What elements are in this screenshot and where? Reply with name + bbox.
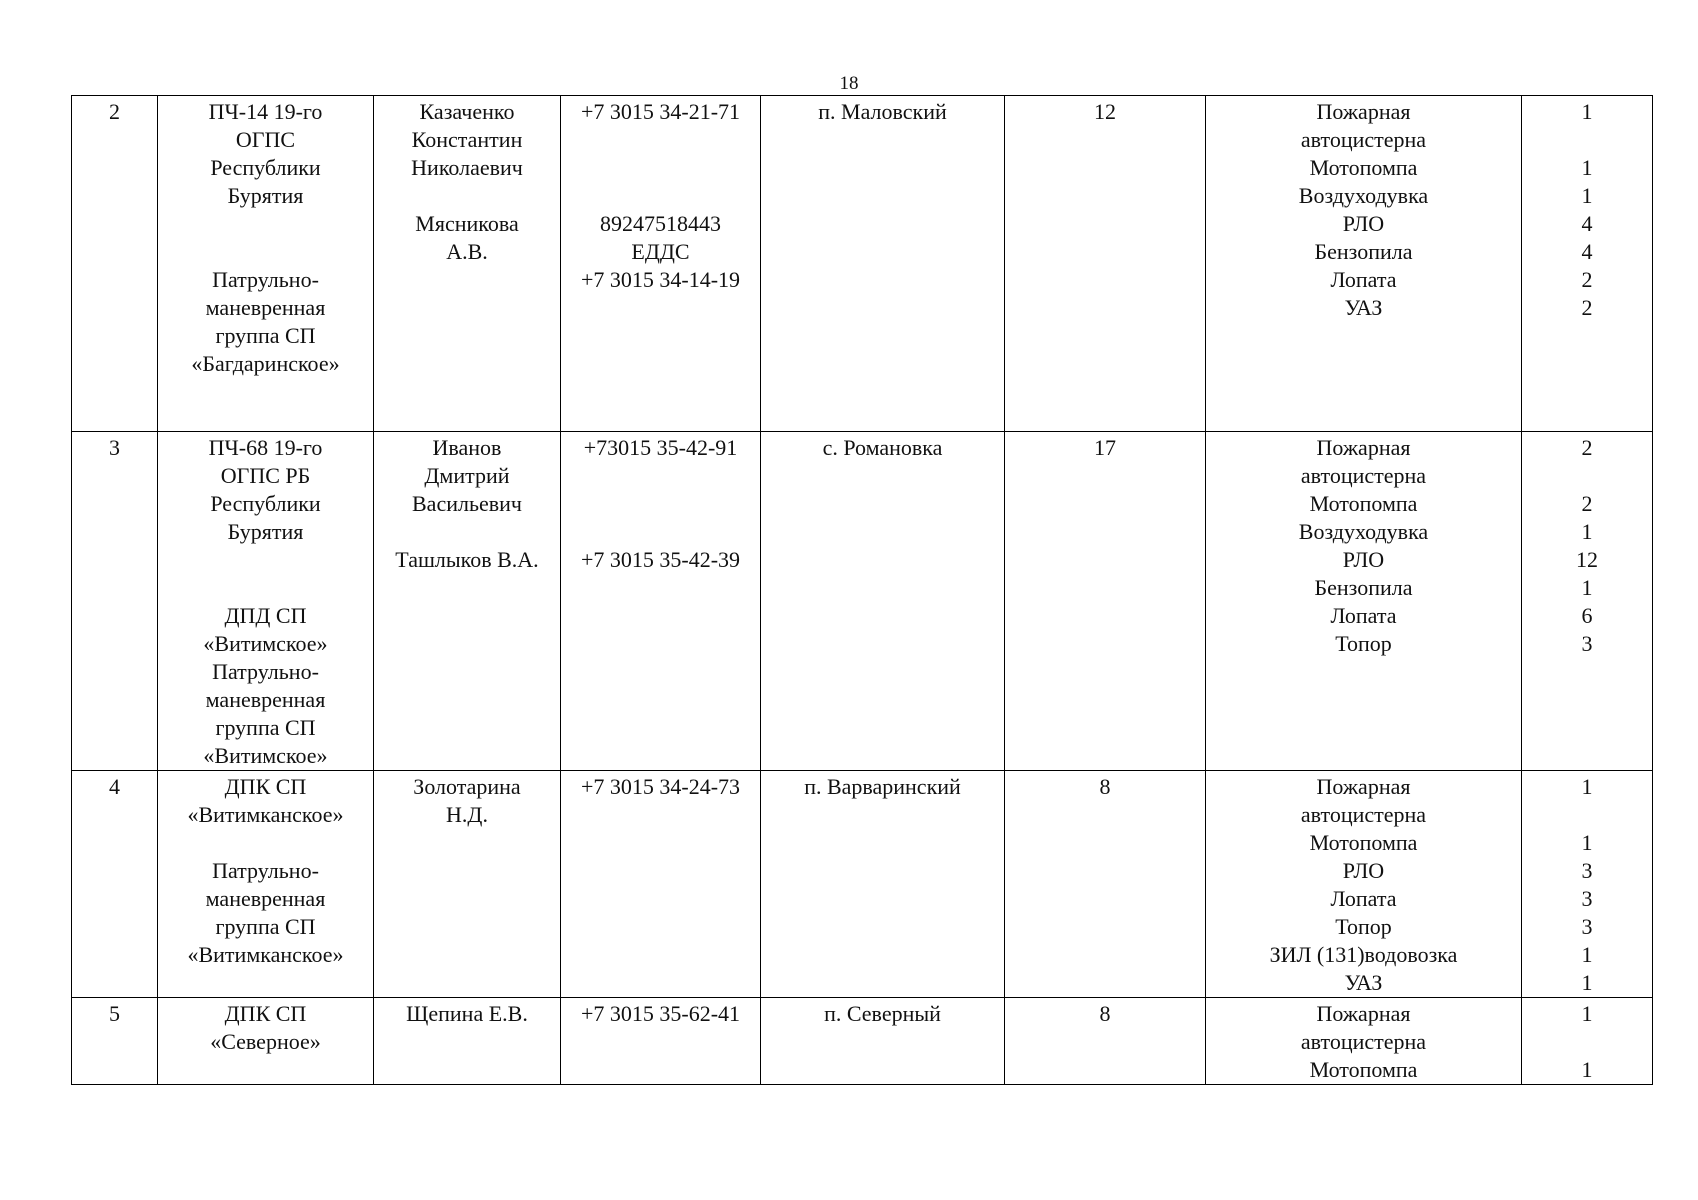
row-number-line: 2 bbox=[109, 99, 120, 124]
equipment-line: РЛО bbox=[1342, 858, 1385, 883]
responsible-person-line: Золотарина bbox=[413, 774, 521, 799]
unit-name-line: Бурятия bbox=[227, 519, 304, 544]
responsible-person-line: А.В. bbox=[446, 239, 488, 264]
personnel-count-cell bbox=[1005, 998, 1206, 1085]
settlement-line: п. Маловский bbox=[818, 99, 947, 124]
unit-name-cell bbox=[158, 998, 374, 1085]
row-number-cell bbox=[72, 432, 158, 771]
table-body bbox=[72, 96, 1653, 1085]
quantity-cell bbox=[1522, 771, 1653, 998]
equipment-line: Бензопила bbox=[1314, 575, 1413, 600]
row-number-cell bbox=[72, 771, 158, 998]
row-number-line: 5 bbox=[109, 1001, 120, 1026]
quantity-line bbox=[1526, 1028, 1648, 1056]
quantity-line: 3 bbox=[1581, 858, 1593, 883]
unit-name-cell bbox=[158, 96, 374, 432]
settlement-line: п. Варваринский bbox=[804, 774, 961, 799]
unit-name-line: «Витимканское» bbox=[187, 942, 344, 967]
phone-line bbox=[565, 182, 756, 210]
equipment-line: Лопата bbox=[1330, 886, 1397, 911]
phone-line: +7 3015 35-62-41 bbox=[580, 1001, 741, 1026]
quantity-line: 1 bbox=[1581, 519, 1593, 544]
responsible-person-line: Щепина Е.В. bbox=[406, 1001, 528, 1026]
unit-name-line bbox=[162, 238, 369, 266]
quantity-line: 1 bbox=[1581, 970, 1593, 995]
quantity-line: 2 bbox=[1581, 295, 1593, 320]
responsible-person-line: Николаевич bbox=[411, 155, 523, 180]
phone-line bbox=[565, 490, 756, 518]
phone-line: 89247518443 bbox=[600, 211, 721, 236]
unit-name-line: ДПК СП bbox=[224, 774, 307, 799]
unit-name-cell bbox=[158, 771, 374, 998]
table-row bbox=[72, 998, 1653, 1085]
phone-line bbox=[565, 154, 756, 182]
phone-cell bbox=[561, 998, 761, 1085]
personnel-count-cell bbox=[1005, 96, 1206, 432]
responsible-person-line: Иванов bbox=[432, 435, 502, 460]
phone-line: +7 3015 34-24-73 bbox=[580, 774, 741, 799]
unit-name-line: «Северное» bbox=[210, 1029, 321, 1054]
quantity-line: 12 bbox=[1576, 547, 1598, 572]
unit-name-line: Патрульно- bbox=[212, 858, 319, 883]
quantity-line: 1 bbox=[1581, 575, 1593, 600]
quantity-line bbox=[1526, 801, 1648, 829]
responsible-person-line bbox=[378, 182, 556, 210]
table-row bbox=[72, 432, 1653, 771]
unit-name-line: Патрульно- bbox=[212, 267, 319, 292]
unit-name-line: ПЧ-68 19-го bbox=[208, 435, 323, 460]
phone-cell bbox=[561, 96, 761, 432]
responsible-person-line: Константин bbox=[411, 127, 523, 152]
equipment-line: автоцистерна bbox=[1300, 127, 1427, 152]
equipment-line: Лопата bbox=[1330, 603, 1397, 628]
responsible-person-line: Дмитрий bbox=[424, 463, 510, 488]
phone-cell bbox=[561, 432, 761, 771]
equipment-line: Мотопомпа bbox=[1309, 830, 1418, 855]
equipment-line: Топор bbox=[1335, 631, 1392, 656]
quantity-cell bbox=[1522, 96, 1653, 432]
quantity-line: 1 bbox=[1581, 1057, 1593, 1082]
fire-units-table bbox=[71, 95, 1653, 1085]
quantity-line: 1 bbox=[1581, 942, 1593, 967]
quantity-line: 2 bbox=[1581, 435, 1593, 460]
unit-name-line: ДПК СП bbox=[224, 1001, 307, 1026]
phone-line bbox=[565, 518, 756, 546]
equipment-line: Лопата bbox=[1330, 267, 1397, 292]
row-number-line: 4 bbox=[109, 774, 120, 799]
quantity-cell bbox=[1522, 998, 1653, 1085]
phone-line: +73015 35-42-91 bbox=[583, 435, 738, 460]
quantity-line: 1 bbox=[1581, 1001, 1593, 1026]
quantity-line: 1 bbox=[1581, 99, 1593, 124]
unit-name-line: Республики bbox=[210, 491, 321, 516]
settlement-cell bbox=[761, 771, 1005, 998]
phone-line: ЕДДС bbox=[631, 239, 690, 264]
equipment-line: РЛО bbox=[1342, 211, 1385, 236]
responsible-person-cell bbox=[374, 96, 561, 432]
equipment-line: Топор bbox=[1335, 914, 1392, 939]
equipment-line: Мотопомпа bbox=[1309, 491, 1418, 516]
personnel-count-line: 8 bbox=[1099, 774, 1111, 799]
table-row bbox=[72, 771, 1653, 998]
page-number: 18 bbox=[839, 73, 859, 94]
unit-name-line: Бурятия bbox=[227, 183, 304, 208]
responsible-person-line: Мясникова bbox=[415, 211, 519, 236]
quantity-line bbox=[1526, 126, 1648, 154]
phone-line: +7 3015 34-21-71 bbox=[580, 99, 741, 124]
unit-name-line: группа СП bbox=[215, 914, 316, 939]
personnel-count-cell bbox=[1005, 432, 1206, 771]
equipment-cell bbox=[1206, 771, 1522, 998]
unit-name-line bbox=[162, 829, 369, 857]
phone-line bbox=[565, 126, 756, 154]
settlement-line: с. Романовка bbox=[822, 435, 943, 460]
equipment-line: Пожарная bbox=[1316, 774, 1411, 799]
quantity-line: 1 bbox=[1581, 830, 1593, 855]
unit-name-line: «Багдаринское» bbox=[191, 351, 340, 376]
settlement-cell bbox=[761, 432, 1005, 771]
unit-name-line: ОГПС bbox=[235, 127, 296, 152]
table-row bbox=[72, 96, 1653, 432]
unit-name-line bbox=[162, 546, 369, 574]
settlement-cell bbox=[761, 96, 1005, 432]
quantity-line: 2 bbox=[1581, 267, 1593, 292]
equipment-line: Пожарная bbox=[1316, 1001, 1411, 1026]
unit-name-line: Республики bbox=[210, 155, 321, 180]
equipment-line: Пожарная bbox=[1316, 435, 1411, 460]
phone-line: +7 3015 35-42-39 bbox=[580, 547, 741, 572]
settlement-cell bbox=[761, 998, 1005, 1085]
responsible-person-cell bbox=[374, 771, 561, 998]
equipment-line: Бензопила bbox=[1314, 239, 1413, 264]
responsible-person-cell bbox=[374, 432, 561, 771]
personnel-count-cell bbox=[1005, 771, 1206, 998]
phone-line: +7 3015 34-14-19 bbox=[580, 267, 741, 292]
settlement-line: п. Северный bbox=[824, 1001, 941, 1026]
unit-name-line: Патрульно- bbox=[212, 659, 319, 684]
equipment-line: ЗИЛ (131)водовозка bbox=[1269, 942, 1458, 967]
quantity-line: 1 bbox=[1581, 183, 1593, 208]
equipment-cell bbox=[1206, 432, 1522, 771]
unit-name-line: ДПД СП bbox=[224, 603, 307, 628]
quantity-line: 3 bbox=[1581, 914, 1593, 939]
responsible-person-line: Ташлыков В.А. bbox=[395, 547, 539, 572]
unit-name-line: маневренная bbox=[205, 886, 326, 911]
equipment-line: РЛО bbox=[1342, 547, 1385, 572]
phone-line bbox=[565, 462, 756, 490]
unit-name-line: маневренная bbox=[205, 295, 326, 320]
equipment-line: УАЗ bbox=[1344, 295, 1383, 320]
equipment-cell bbox=[1206, 998, 1522, 1085]
unit-name-line bbox=[162, 210, 369, 238]
quantity-line bbox=[1526, 462, 1648, 490]
unit-name-line: группа СП bbox=[215, 715, 316, 740]
unit-name-line: группа СП bbox=[215, 323, 316, 348]
equipment-line: Мотопомпа bbox=[1309, 155, 1418, 180]
equipment-line: Воздуходувка bbox=[1298, 183, 1429, 208]
row-number-line: 3 bbox=[109, 435, 120, 460]
row-number-cell bbox=[72, 96, 158, 432]
row-number-cell bbox=[72, 998, 158, 1085]
phone-cell bbox=[561, 771, 761, 998]
unit-name-line bbox=[162, 574, 369, 602]
equipment-line: автоцистерна bbox=[1300, 802, 1427, 827]
quantity-line: 1 bbox=[1581, 155, 1593, 180]
quantity-line: 1 bbox=[1581, 774, 1593, 799]
personnel-count-line: 17 bbox=[1094, 435, 1116, 460]
personnel-count-line: 12 bbox=[1094, 99, 1116, 124]
unit-name-line: «Витимканское» bbox=[187, 802, 344, 827]
responsible-person-line: Васильевич bbox=[412, 491, 522, 516]
quantity-line: 3 bbox=[1581, 886, 1593, 911]
quantity-cell bbox=[1522, 432, 1653, 771]
quantity-line: 3 bbox=[1581, 631, 1593, 656]
responsible-person-cell bbox=[374, 998, 561, 1085]
equipment-cell bbox=[1206, 96, 1522, 432]
equipment-line: Воздуходувка bbox=[1298, 519, 1429, 544]
unit-name-line: маневренная bbox=[205, 687, 326, 712]
quantity-line: 4 bbox=[1581, 211, 1593, 236]
unit-name-line: «Витимское» bbox=[203, 631, 328, 656]
unit-name-line: «Витимское» bbox=[203, 743, 328, 768]
responsible-person-line: Казаченко bbox=[419, 99, 515, 124]
equipment-line: УАЗ bbox=[1344, 970, 1383, 995]
personnel-count-line: 8 bbox=[1099, 1001, 1111, 1026]
equipment-line: автоцистерна bbox=[1300, 463, 1427, 488]
unit-name-line: ОГПС РБ bbox=[220, 463, 311, 488]
quantity-line: 2 bbox=[1581, 491, 1593, 516]
equipment-line: Пожарная bbox=[1316, 99, 1411, 124]
unit-name-cell bbox=[158, 432, 374, 771]
quantity-line: 6 bbox=[1581, 603, 1593, 628]
equipment-line: автоцистерна bbox=[1300, 1029, 1427, 1054]
equipment-line: Мотопомпа bbox=[1309, 1057, 1418, 1082]
responsible-person-line: Н.Д. bbox=[446, 802, 488, 827]
responsible-person-line bbox=[378, 518, 556, 546]
quantity-line: 4 bbox=[1581, 239, 1593, 264]
unit-name-line: ПЧ-14 19-го bbox=[208, 99, 323, 124]
